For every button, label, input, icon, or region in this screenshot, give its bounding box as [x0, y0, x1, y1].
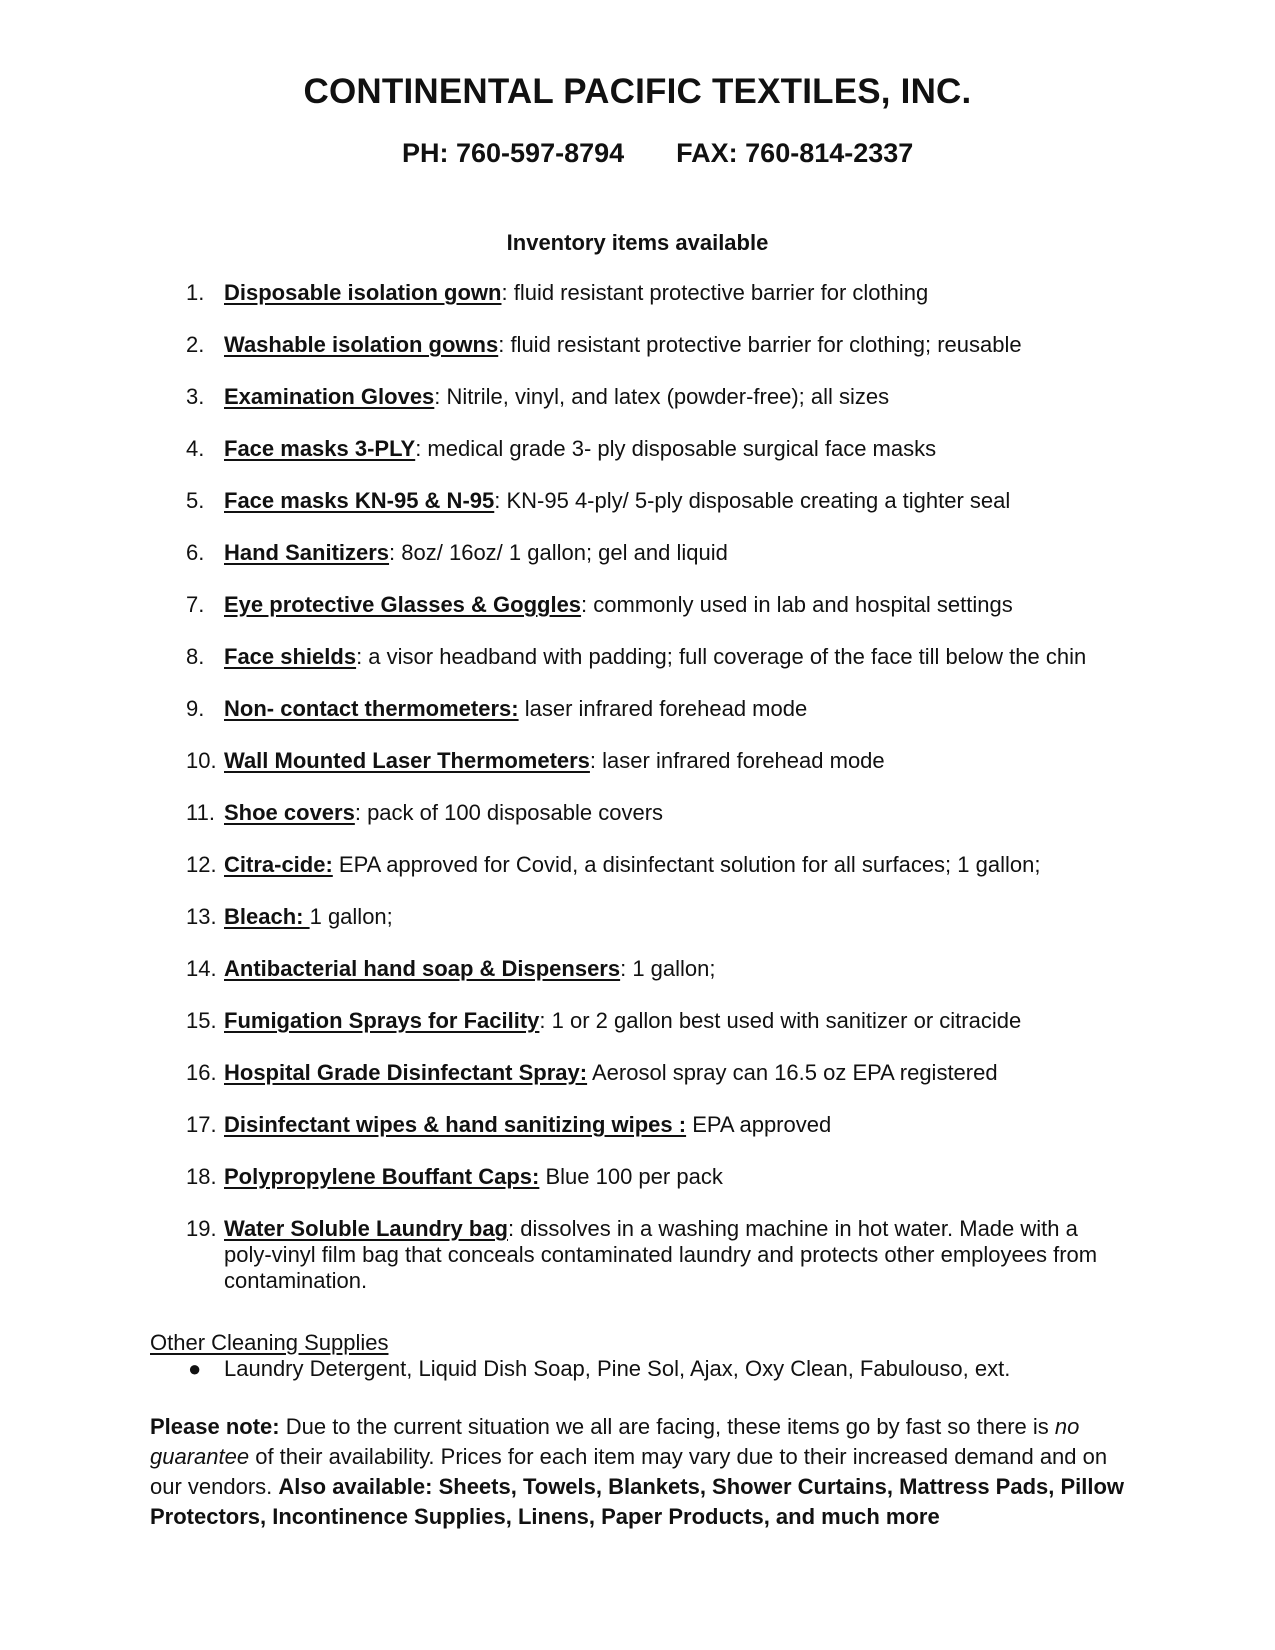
list-item [186, 592, 1126, 618]
item-description: : dissolves in a washing machine in hot water. Made with a poly-vinyl film bag that conceals contaminated laundry and protects other employees from contamination. [224, 1216, 1098, 1293]
item-number: 13. [186, 904, 217, 929]
item-number: 7. [186, 592, 205, 617]
list-item [186, 436, 1126, 462]
item-number: 17. [186, 1112, 217, 1137]
item-description: EPA approved [686, 1112, 832, 1137]
item-description: : Nitrile, vinyl, and latex (powder-free); all sizes [434, 384, 890, 409]
list-item [186, 488, 1126, 514]
item-description: : a visor headband with padding; full coverage of the face till below the chin [356, 644, 1087, 669]
item-name: Washable isolation gowns [224, 332, 499, 357]
item-name: Citra-cide: [224, 852, 333, 877]
list-item [186, 956, 1126, 982]
item-name: Examination Gloves [224, 384, 435, 409]
item-name: Non- contact thermometers: [224, 696, 519, 721]
list-item [186, 644, 1126, 670]
fax-number: FAX: 760-814-2337 [676, 138, 914, 168]
item-name: Polypropylene Bouffant Caps: [224, 1164, 540, 1189]
item-description: Aerosol spray can 16.5 oz EPA registered [587, 1060, 998, 1085]
list-item [186, 696, 1126, 722]
item-name: Face shields [224, 644, 357, 669]
inventory-list [186, 280, 1126, 1320]
list-item [186, 1216, 1126, 1294]
note-paragraph [150, 1412, 1130, 1532]
item-number: 12. [186, 852, 217, 877]
other-supplies-heading: Other Cleaning Supplies [150, 1330, 389, 1355]
item-description: : KN-95 4-ply/ 5-ply disposable creating a tighter seal [494, 488, 1011, 513]
item-description: : medical grade 3- ply disposable surgical face masks [415, 436, 937, 461]
list-item [186, 800, 1126, 826]
list-item [186, 748, 1126, 774]
item-name: Fumigation Sprays for Facility [224, 1008, 540, 1033]
item-name: Face masks 3-PLY [224, 436, 416, 461]
item-name: Hand Sanitizers [224, 540, 390, 565]
item-description: : 1 or 2 gallon best used with sanitizer or citracide [539, 1008, 1022, 1033]
item-description: : fluid resistant protective barrier for clothing [501, 280, 929, 305]
note-text-continued: of their availability. Prices for each item may vary due to their increased demand and on our vendors. [150, 1444, 1108, 1499]
item-name: Disposable isolation gown [224, 280, 502, 305]
note-emphasis: no guarantee [150, 1414, 1080, 1469]
item-description: Blue 100 per pack [539, 1164, 723, 1189]
list-item [186, 280, 1126, 306]
item-name: Disinfectant wipes & hand sanitizing wipes : [224, 1112, 687, 1137]
item-number: 6. [186, 540, 205, 565]
item-description: : 1 gallon; [620, 956, 716, 981]
list-item [186, 332, 1126, 358]
item-name: Hospital Grade Disinfectant Spray: [224, 1060, 588, 1085]
item-number: 1. [186, 280, 205, 305]
item-number: 15. [186, 1008, 217, 1033]
item-number: 9. [186, 696, 205, 721]
company-title: CONTINENTAL PACIFIC TEXTILES, INC. [303, 72, 972, 111]
list-item [186, 384, 1126, 410]
item-name: Water Soluble Laundry bag [224, 1216, 508, 1241]
list-item [186, 1008, 1126, 1034]
item-number: 8. [186, 644, 205, 669]
item-number: 14. [186, 956, 217, 981]
list-item [186, 1060, 1126, 1086]
item-name: Bleach: [224, 904, 310, 929]
item-description: : 8oz/ 16oz/ 1 gallon; gel and liquid [389, 540, 728, 565]
list-item [186, 1112, 1126, 1138]
item-name: Antibacterial hand soap & Dispensers [224, 956, 621, 981]
contact-line [402, 138, 913, 169]
item-name: Face masks KN-95 & N-95 [224, 488, 495, 513]
inventory-heading: Inventory items available [506, 230, 769, 255]
item-number: 3. [186, 384, 205, 409]
list-item [186, 1164, 1126, 1190]
note-label: Please note: [150, 1414, 280, 1439]
item-number: 16. [186, 1060, 217, 1085]
bullet-icon: ● [188, 1356, 202, 1381]
item-number: 5. [186, 488, 205, 513]
item-description: : laser infrared forehead mode [589, 748, 885, 773]
list-item [186, 852, 1126, 878]
item-description: : commonly used in lab and hospital settings [581, 592, 1013, 617]
note-text: Due to the current situation we all are facing, these items go by fast so there is [279, 1414, 1055, 1439]
item-description: laser infrared forehead mode [518, 696, 808, 721]
phone-number: PH: 760-597-8794 [402, 138, 625, 168]
item-description: : pack of 100 disposable covers [354, 800, 664, 825]
item-name: Eye protective Glasses & Goggles [224, 592, 582, 617]
item-name: Shoe covers [224, 800, 355, 825]
item-number: 10. [186, 748, 217, 773]
item-number: 11. [186, 800, 215, 825]
item-description: EPA approved for Covid, a disinfectant solution for all surfaces; 1 gallon; [332, 852, 1041, 877]
item-name: Wall Mounted Laser Thermometers [224, 748, 590, 773]
list-item [186, 540, 1126, 566]
item-description: 1 gallon; [309, 904, 393, 929]
item-number: 18. [186, 1164, 217, 1189]
list-item [150, 1356, 1010, 1382]
other-supplies-section [150, 1330, 1010, 1382]
list-item [186, 904, 1126, 930]
other-supplies-text: Laundry Detergent, Liquid Dish Soap, Pine Sol, Ajax, Oxy Clean, Fabulouso, ext. [224, 1356, 1011, 1381]
also-available-text: Also available: Sheets, Towels, Blankets, Shower Curtains, Mattress Pads, Pillow Protectors, Incontinence Supplies, Linens, Paper Products, and much more [150, 1474, 1125, 1529]
item-number: 4. [186, 436, 205, 461]
item-number: 2. [186, 332, 205, 357]
item-description: : fluid resistant protective barrier for clothing; reusable [498, 332, 1022, 357]
item-number: 19. [186, 1216, 217, 1241]
